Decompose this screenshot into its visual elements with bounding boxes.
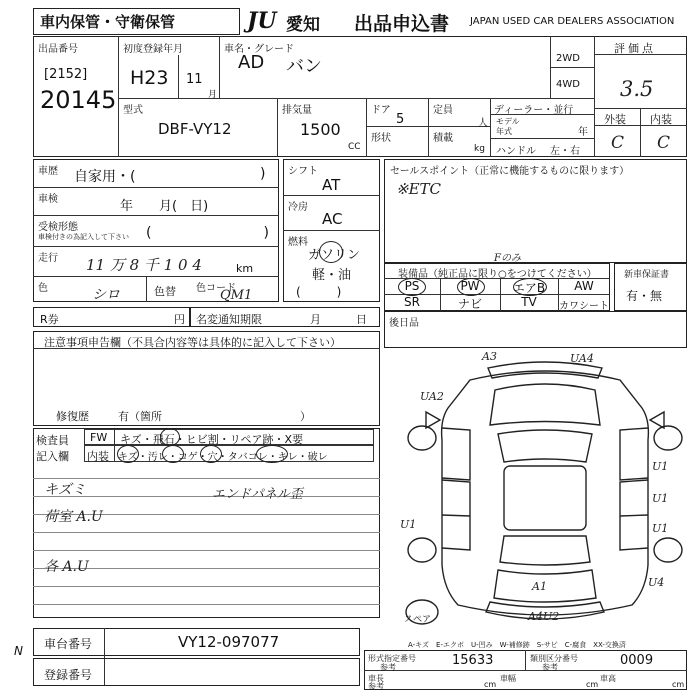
hood — [490, 384, 600, 425]
repair-close: ） — [300, 410, 311, 423]
fw-items: キズ・飛石・ヒビ割・リペア跡・X要 — [120, 433, 304, 446]
drive-4wd: 4WD — [556, 79, 580, 90]
equip-navi: ナビ — [457, 297, 482, 311]
handle-label: ハンドル — [496, 146, 536, 157]
caution-label: 注意事項申告欄（不具合内容等は具体的に記入して下さい） — [44, 336, 341, 349]
left-front-fender — [442, 428, 470, 480]
damage-mark-u1-c: U1 — [652, 492, 669, 505]
fw-label: FW — [90, 431, 108, 444]
int-circle-4 — [256, 445, 288, 463]
equip-leather: カワシート — [559, 301, 609, 312]
repaint-label: 色替 — [154, 285, 176, 298]
height-label: 車高 — [600, 674, 616, 683]
damage-mark-ua2: UA2 — [420, 390, 444, 403]
equip-pw-circle — [457, 278, 485, 296]
color-code-value: QM1 — [220, 288, 253, 303]
equip-aw: AW — [574, 279, 594, 293]
association-name: JAPAN USED CAR DEALERS ASSOCIATION — [470, 16, 675, 27]
int-label: 内装 — [87, 450, 109, 463]
mileage-value: 11 万 8 千 1 0 4 — [86, 256, 202, 274]
repair-label: 修復歴 — [56, 410, 89, 423]
score-value: 3.5 — [620, 77, 654, 101]
inspection-label: 車検 — [38, 194, 58, 205]
equip-tv: TV — [521, 295, 537, 309]
fuel-option-2: 軽・油 — [312, 268, 352, 283]
chassis-value: VY12-097077 — [178, 633, 280, 651]
equip-label: 装備品（純正品に限り○をつけてください） — [398, 269, 597, 280]
dealer-label: ディーラー・並行 — [494, 105, 574, 116]
class-number-label: 類別区分番号 — [530, 654, 578, 663]
tail-mark: N — [14, 644, 23, 658]
damage-legend: A-キズ E-エクボ U-凹み W-補修跡 S-サビ C-腐食 XX-交換済 — [408, 641, 626, 649]
capacity-label: 定員 — [433, 105, 453, 116]
height-unit: cm — [672, 680, 685, 689]
warranty-options: 有・無 — [626, 289, 663, 303]
interior-grade: C — [657, 133, 671, 153]
storage-label: 車内保管・守衛保管 — [40, 13, 176, 31]
front-right-wheel — [654, 426, 682, 450]
shape-label: 形状 — [371, 133, 391, 144]
ac-value: AC — [322, 210, 343, 228]
door-label: ドア — [371, 105, 391, 116]
damage-mark-u1-d: U1 — [652, 522, 669, 535]
door-value: 5 — [396, 112, 405, 127]
int-circle-1 — [117, 445, 139, 463]
lot-sub-number: [2152] — [44, 67, 88, 82]
model-code-label: 型式 — [123, 105, 143, 116]
inspector-note-1: キズミ — [44, 482, 86, 498]
model-code: DBF-VY12 — [158, 120, 232, 138]
drive-2wd: 2WD — [556, 53, 580, 64]
inspection-value: 年 月( 日) — [120, 199, 209, 214]
int-items: キズ・汚レ・コゲ・穴・タバコレ・キレ・破レ — [118, 452, 328, 463]
sales-value: ※ETC — [396, 180, 441, 198]
length-ref-label: 参考 — [368, 682, 384, 691]
reg-month: 11 — [186, 72, 203, 87]
damage-mark-u4: U4 — [648, 576, 665, 589]
displacement-value: 1500 — [300, 120, 341, 139]
width-label: 車幅 — [500, 674, 516, 683]
after-items-box — [384, 311, 687, 348]
warranty-label: 新車保証書 — [624, 270, 670, 280]
class-ref-label: 参考 — [542, 663, 558, 672]
interior-label: 内装 — [650, 113, 672, 126]
int-circle-3 — [200, 445, 222, 463]
displacement-label: 排気量 — [282, 105, 312, 116]
displacement-unit: CC — [348, 142, 361, 152]
color-code-label: 色コード — [196, 283, 236, 294]
model-year-label-1: モデル — [496, 117, 520, 126]
equip-ps: PS — [404, 279, 420, 293]
equip-sr: SR — [404, 295, 420, 309]
inspector-note-2: 荷室 A.U — [44, 509, 103, 525]
after-items-label: 後日品 — [389, 318, 419, 329]
load-unit: kg — [474, 144, 485, 154]
usage-close: ) — [260, 166, 266, 182]
exterior-grade: C — [611, 133, 625, 153]
fw-circle — [160, 428, 180, 446]
fuel-paren: ( ) — [296, 285, 342, 299]
car-name: AD — [238, 52, 265, 73]
recycle-unit: 円 — [174, 313, 185, 326]
org-name: 愛知 — [286, 15, 320, 35]
color-label: 色 — [38, 283, 48, 294]
ju-logo: JU — [247, 8, 277, 34]
car-grade: バン — [286, 56, 322, 77]
car-diagram — [400, 350, 690, 635]
capacity-unit: 人 — [478, 118, 488, 129]
load-label: 積載 — [433, 133, 453, 144]
equip-pw: PW — [460, 279, 480, 293]
width-unit: cm — [586, 680, 599, 689]
ac-label: 冷房 — [288, 202, 308, 213]
notice-day: 日 — [356, 313, 367, 326]
fuel-option-1: ガソリン — [308, 248, 361, 263]
inspector-note-3: エンドパネル歪 — [212, 487, 303, 502]
equip-airbag-circle — [513, 278, 547, 296]
right-front-fender — [620, 428, 648, 480]
exterior-label: 外装 — [604, 113, 626, 126]
reg-date-label: 初度登録年月 — [123, 44, 183, 55]
damage-mark-a3: A3 — [482, 350, 497, 363]
repair-value: 有（箇所 — [118, 410, 162, 423]
rear-left-wheel — [408, 538, 436, 562]
usage-value: 自家用・( — [74, 169, 136, 185]
type-number-label: 形式指定番号 — [368, 654, 416, 663]
notice-label: 名変通知期限 — [196, 313, 262, 326]
damage-mark-u1-a: U1 — [400, 518, 417, 531]
year-unit: 年 — [578, 127, 588, 138]
mileage-unit: km — [236, 262, 254, 275]
handle-options: 左・右 — [550, 146, 580, 157]
type-number-value: 15633 — [452, 653, 494, 668]
sales-label: セールスポイント（正常に機能するものに限ります） — [390, 166, 630, 177]
class-number-value: 0009 — [620, 653, 654, 668]
inspector-label-1: 検査員 — [36, 434, 69, 447]
windshield — [498, 430, 592, 462]
accept-sub: 車検付きの為記入して下さい — [38, 233, 129, 241]
damage-mark-u1-b: U1 — [652, 460, 669, 473]
right-mirror — [650, 412, 664, 428]
chassis-label: 車台番号 — [44, 637, 93, 651]
rear-right-wheel — [654, 538, 682, 562]
recycle-label: R券 — [40, 313, 59, 326]
equip-ps-circle — [398, 278, 426, 296]
mileage-label: 走行 — [38, 253, 58, 264]
shift-label: シフト — [288, 166, 318, 177]
damage-mark-a1: A1 — [532, 580, 547, 593]
shift-value: AT — [322, 176, 341, 194]
fuel-label: 燃料 — [288, 237, 308, 248]
accept-paren: ( ) — [146, 225, 269, 241]
inspector-note-4: 各 A.U — [44, 559, 89, 575]
fuel-circle — [319, 241, 343, 263]
month-unit: 月 — [208, 90, 218, 100]
notice-month: 月 — [310, 313, 321, 326]
car-body-outline — [442, 371, 649, 615]
color-value: シロ — [92, 287, 120, 303]
left-mirror — [426, 412, 440, 428]
car-name-label: 車名・グレード — [224, 44, 294, 55]
reg-year: H23 — [130, 67, 169, 89]
usage-label: 車歴 — [38, 166, 58, 177]
type-ref-label: 参考 — [380, 663, 396, 672]
damage-mark-a4u2: A4U2 — [528, 610, 560, 623]
model-year-label-2: 年式 — [496, 127, 512, 136]
int-circle-2 — [162, 445, 184, 463]
rear-window — [500, 536, 590, 565]
length-unit: cm — [484, 680, 497, 689]
length-label: 車長 — [368, 674, 384, 683]
front-left-wheel — [408, 426, 436, 450]
equip-airbag: エアB — [512, 281, 546, 295]
form-title: 出品申込書 — [354, 13, 450, 35]
inspector-label-2: 記入欄 — [36, 450, 69, 463]
equip-note: Fのみ — [494, 253, 521, 264]
plate-label: 登録番号 — [44, 668, 93, 682]
accept-label: 受検形態 — [38, 222, 78, 233]
lot-number-label: 出品番号 — [38, 44, 78, 55]
score-label: 評価点 — [614, 42, 656, 55]
lot-number: 20145 — [40, 86, 117, 114]
damage-mark-ua4: UA4 — [570, 352, 594, 365]
spare-label: スペア — [404, 615, 432, 625]
roof — [504, 466, 586, 530]
